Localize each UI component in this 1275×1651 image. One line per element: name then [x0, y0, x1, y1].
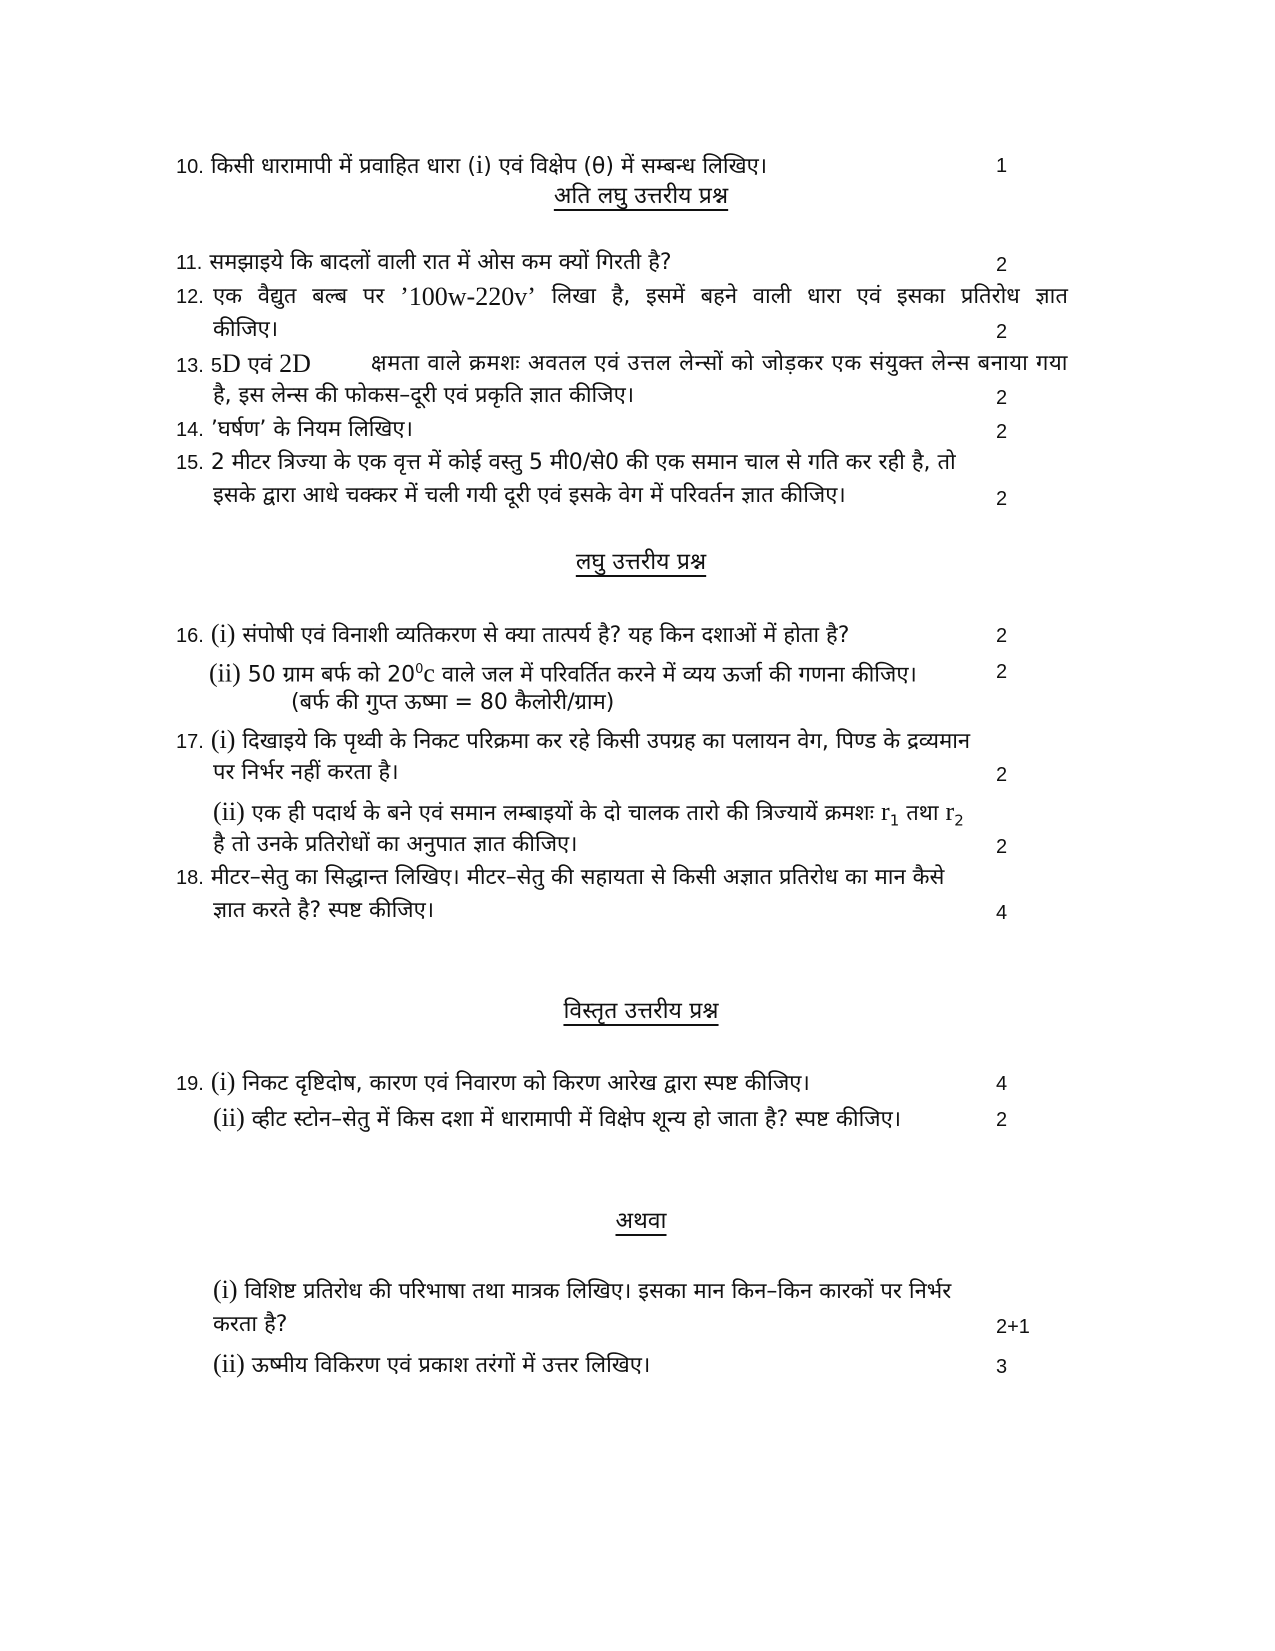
alternative-part-i-line2: करता है?	[213, 1312, 288, 1337]
question-text-end: ) एवं विक्षेप (θ) में सम्बन्ध लिखिए।	[483, 154, 768, 179]
question-number: 11.	[176, 252, 203, 274]
question-19-part-ii: (ii) व्हीट स्टोन–सेतु में किस दशा में धारामापी में विक्षेप शून्य हो जाता है? स्पष्ट कीजिए।	[213, 1103, 902, 1132]
marks-q18: 4	[996, 902, 1008, 924]
question-18-line2: ज्ञात करते है? स्पष्ट कीजिए।	[213, 898, 435, 923]
marks-q15: 2	[996, 488, 1008, 510]
current-symbol: i	[475, 150, 484, 179]
question-16-part-ii: (ii) 50 ग्राम बर्फ को $20^0c$ वाले जल में परिवर्तित करने में व्यय ऊर्जा की गणना कीजिए।	[209, 658, 917, 688]
marks-q17-i: 2	[996, 764, 1008, 786]
heading-very-short: अति लघु उत्तरीय प्रश्न	[553, 183, 729, 209]
marks-q17-ii: 2	[996, 836, 1008, 858]
heading-or: अथवा	[615, 1208, 667, 1234]
question-15-line1: 15. 2 मीटर त्रिज्या के एक वृत्त में कोई वस्तु 5 मी0/से0 की एक समान चाल से गति कर रही है, तो	[176, 450, 956, 475]
question-12-line2: कीजिए।	[213, 317, 279, 342]
question-12-line1: एक वैद्युत बल्ब पर ’100w-220v’ लिखा है, इसमें बहने वाली धारा एवं इसका प्रतिरोध ज्ञात	[213, 282, 1068, 311]
alternative-part-i: (i) विशिष्ट प्रतिरोध की परिभाषा तथा मात्रक लिखिए। इसका मान किन–किन कारकों पर निर्भर	[213, 1275, 952, 1304]
question-18-line1: 18. मीटर–सेतु का सिद्धान्त लिखिए। मीटर–सेतु की सहायता से किसी अज्ञात प्रतिरोध का मान कैसे	[176, 865, 945, 890]
question-10	[176, 150, 767, 182]
question-14: 14. ’घर्षण’ के नियम लिखिए।	[176, 417, 413, 442]
alternative-part-ii: (ii) ऊष्मीय विकिरण एवं प्रकाश तरंगों में उत्तर लिखिए।	[213, 1349, 651, 1378]
marks-q11: 2	[996, 254, 1008, 276]
marks-q10: 1	[996, 155, 1008, 177]
marks-q16-ii: 2	[996, 661, 1008, 683]
question-11	[176, 248, 672, 278]
question-17-part-i-line2: पर निर्भर नहीं करता है।	[213, 760, 399, 785]
question-13-line2: है, इस लेन्स की फोकस–दूरी एवं प्रकृति ज्ञात कीजिए।	[213, 383, 635, 408]
heading-long: विस्तृत उत्तरीय प्रश्न	[563, 998, 719, 1024]
question-16-note: (बर्फ की गुप्त ऊष्मा = 80 कैलोरी/ग्राम)	[291, 690, 615, 715]
marks-alternative-ii: 3	[996, 1356, 1008, 1378]
question-16-part-i: 16. (i) संपोषी एवं विनाशी व्यतिकरण से क्या तात्पर्य है? यह किन दशाओं में होता है?	[176, 619, 850, 648]
question-number: 10.	[176, 156, 204, 178]
marks-q16-i: 2	[996, 625, 1008, 647]
question-19-part-i: 19. (i) निकट दृष्टिदोष, कारण एवं निवारण को किरण आरेख द्वारा स्पष्ट कीजिए।	[176, 1067, 810, 1096]
question-17-part-i: 17. (i) दिखाइये कि पृथ्वी के निकट परिक्रमा कर रहे किसी उपग्रह का पलायन वेग, पिण्ड के द्रव्यमान	[176, 725, 971, 754]
marks-q12: 2	[996, 321, 1008, 343]
question-text: समझाइये कि बादलों वाली रात में ओस कम क्यों गिरती है?	[209, 250, 672, 275]
marks-q19-ii: 2	[996, 1109, 1008, 1131]
question-text: किसी धारामापी में प्रवाहित धारा (	[210, 154, 476, 179]
question-17-part-ii: (ii) एक ही पदार्थ के बने एवं समान लम्बाइयों के दो चालक तारो की त्रिज्यायें क्रमशः $r_1$ तथा $r_2$	[213, 797, 964, 830]
marks-alternative-i: 2+1	[996, 1316, 1030, 1338]
marks-q13: 2	[996, 387, 1008, 409]
question-17-part-ii-line2: है तो उनके प्रतिरोधों का अनुपात ज्ञात कीजिए।	[213, 832, 578, 857]
question-13-line1: 13. 5D एवं 2D क्षमता वाले क्रमशः अवतल एवं उत्तल लेन्सों को जोड़कर एक संयुक्त लेन्स बनाया गया	[176, 349, 1068, 378]
question-15-line2: इसके द्वारा आधे चक्कर में चली गयी दूरी एवं इसके वेग में परिवर्तन ज्ञात कीजिए।	[213, 483, 846, 508]
marks-q14: 2	[996, 421, 1008, 443]
bulb-rating: ’100w-220v’	[400, 282, 536, 311]
marks-q19-i: 4	[996, 1073, 1008, 1095]
heading-short: लघु उत्तरीय प्रश्न	[575, 549, 707, 575]
question-12-number: 12.	[176, 286, 204, 308]
